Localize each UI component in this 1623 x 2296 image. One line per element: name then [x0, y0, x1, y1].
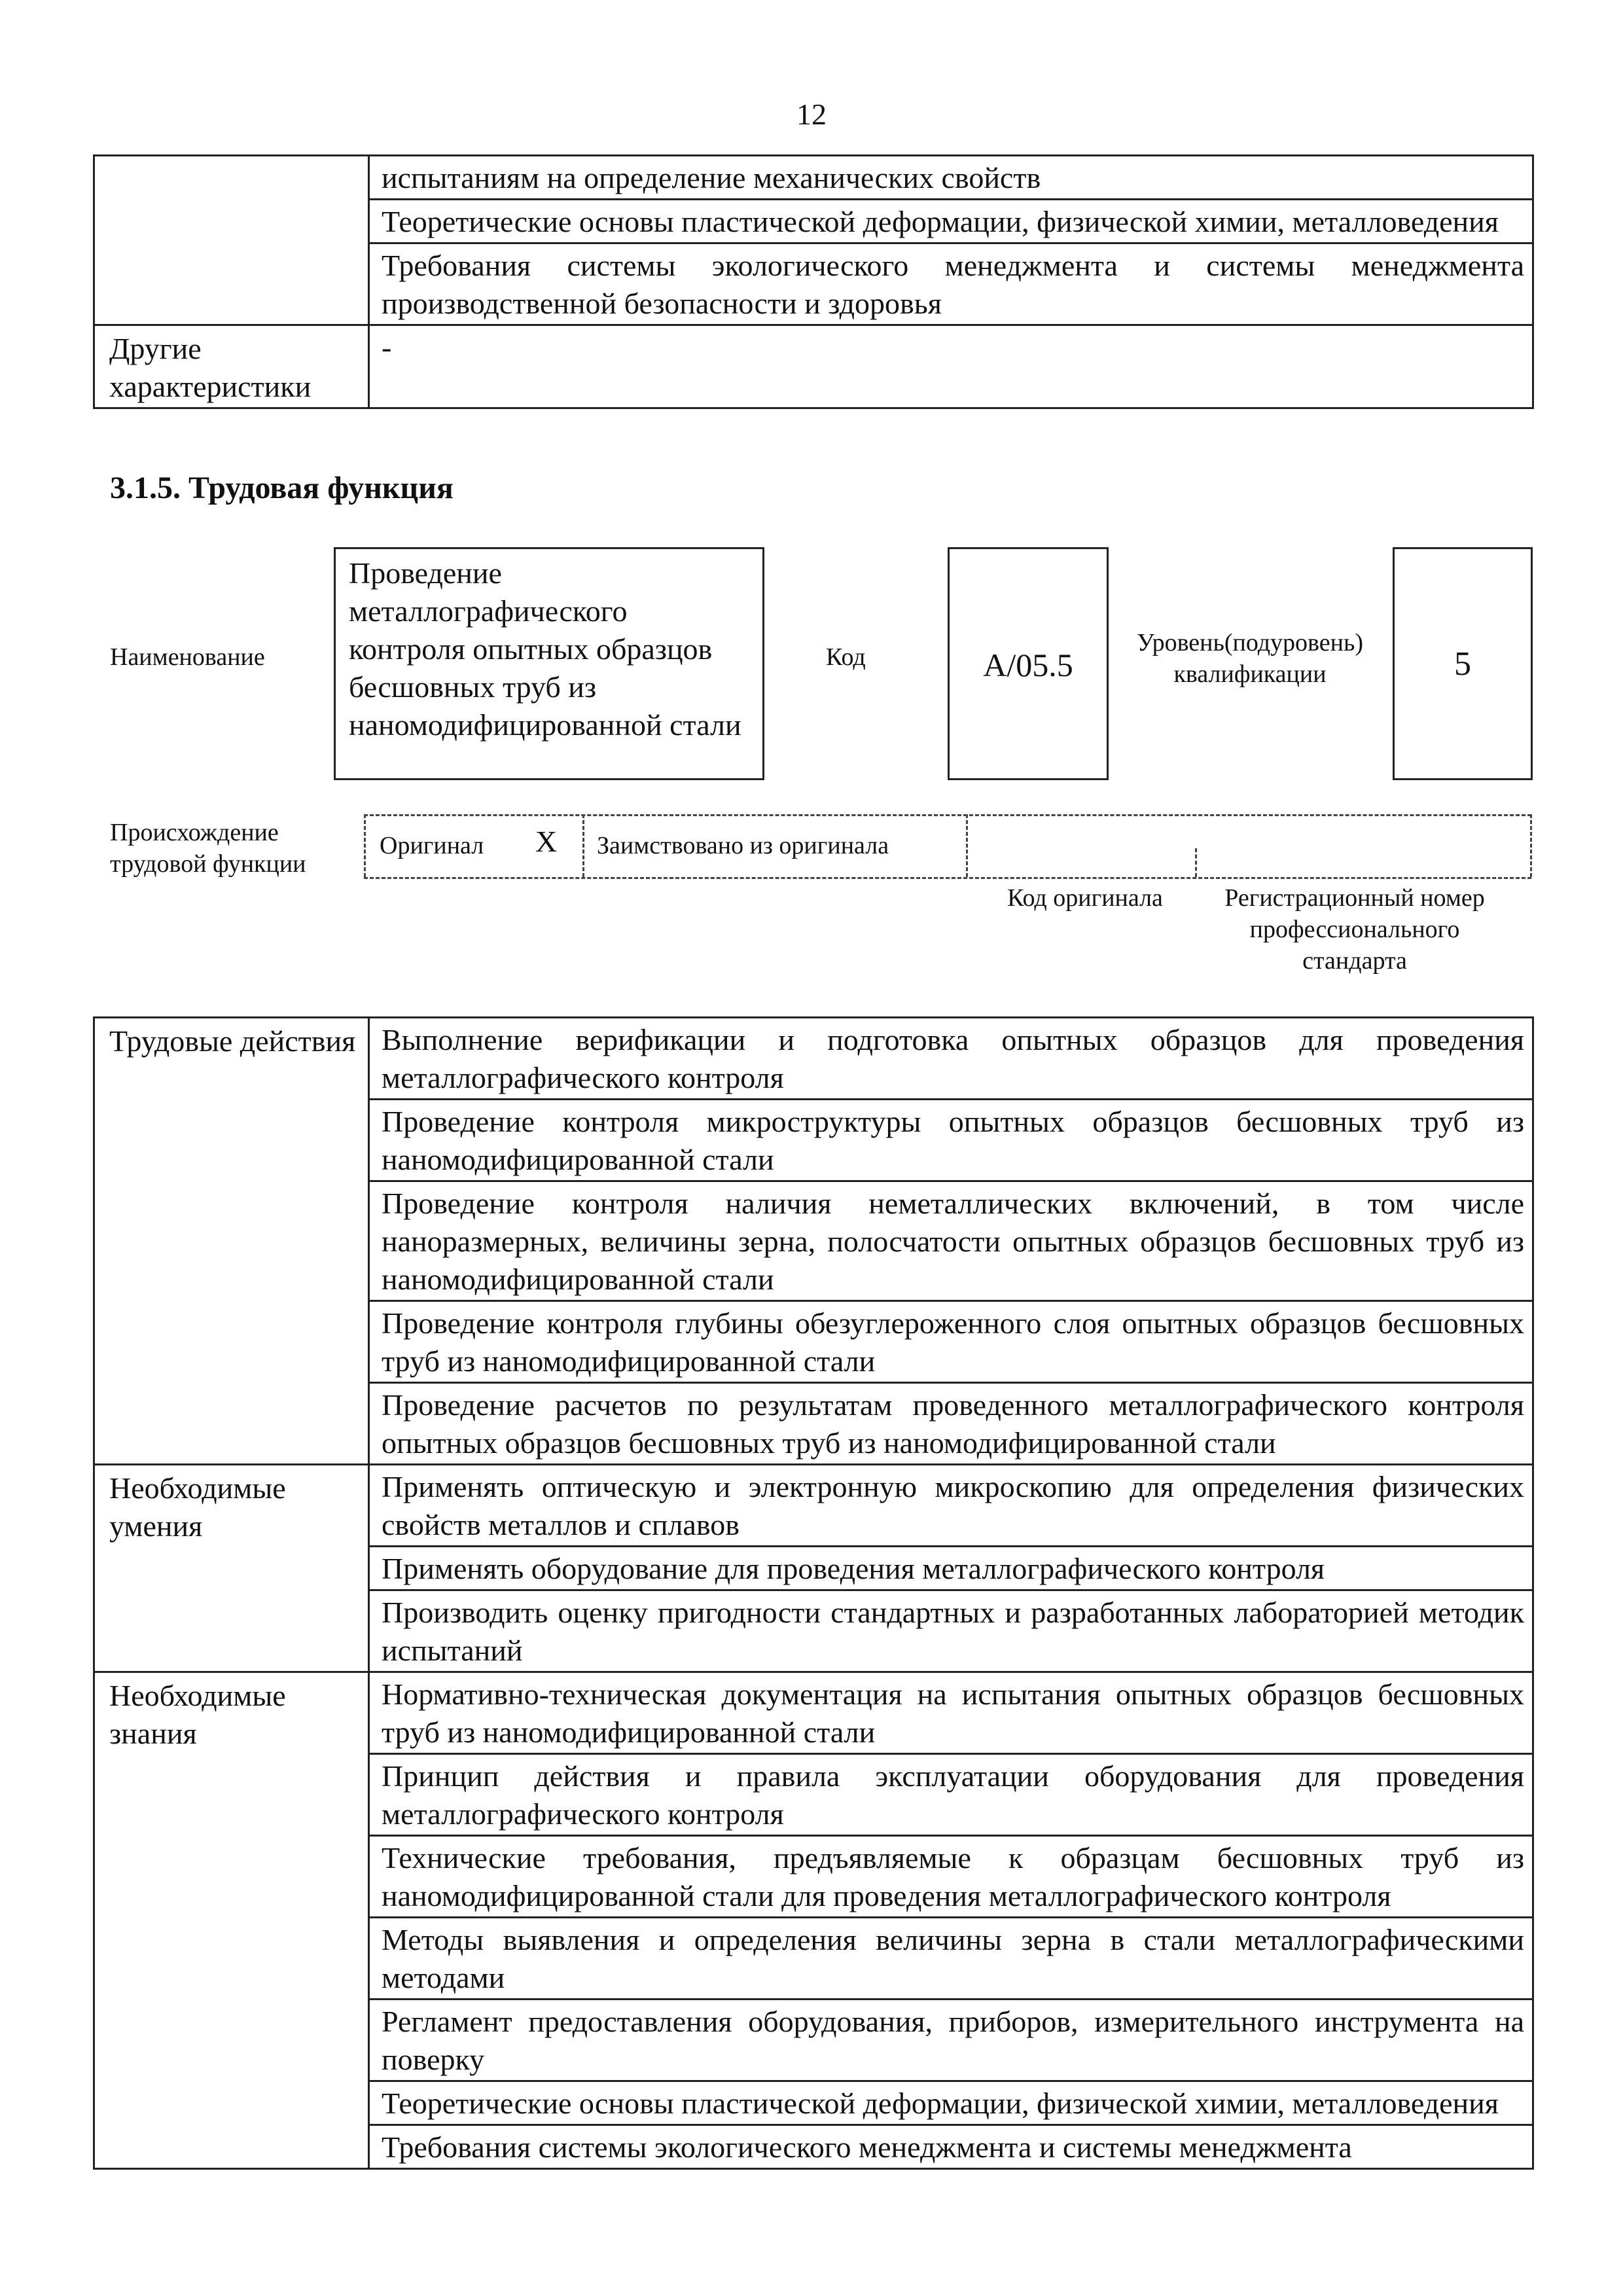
origin-label: Происхождение трудовой функции — [110, 819, 306, 878]
origin-border — [582, 814, 584, 877]
section-title: 3.1.5. Трудовая функция — [110, 471, 454, 505]
row-content: Выполнение верификации и подготовка опытных образцов для проведения металлографического контроля — [369, 1018, 1533, 1100]
row-label — [94, 156, 369, 325]
row-content: Регламент предоставления оборудования, приборов, измерительного инструмента на поверку — [369, 2000, 1533, 2081]
row-content: Теоретические основы пластической деформации, физической химии, металловедения — [369, 200, 1533, 243]
row-content: испытаниям на определение механических свойств — [369, 156, 1533, 200]
row-content: - — [369, 325, 1533, 408]
name-label: Наименование — [110, 643, 265, 671]
origin-original: Оригинал — [380, 832, 484, 859]
origin-border — [1195, 848, 1197, 877]
origin-mark: X — [535, 825, 558, 858]
level-value: 5 — [1454, 645, 1471, 683]
page-number: 12 — [796, 98, 827, 131]
origin-reg-label: Регистрационный номер профессионального стандарта — [1224, 884, 1485, 975]
row-content: Требования системы экологического менеджмента и системы менеджмента — [369, 2125, 1533, 2169]
row-content: Производить оценку пригодности стандартных и разработанных лабораторией методик испытаний — [369, 1590, 1533, 1672]
function-table — [93, 1016, 1534, 2170]
origin-top-border — [364, 814, 1531, 816]
row-content: Применять оборудование для проведения металлографического контроля — [369, 1547, 1533, 1590]
code-value: А/05.5 — [983, 647, 1073, 683]
row-content: Проведение контроля глубины обезуглероженного слоя опытных образцов бесшовных труб из наномодифицированной стали — [369, 1301, 1533, 1383]
continuation-table — [93, 154, 1534, 409]
row-content: Проведение расчетов по результатам проведенного металлографического контроля опытных образцов бесшовных труб из наномодифицированной стали — [369, 1383, 1533, 1465]
origin-border — [364, 814, 366, 877]
row-content: Применять оптическую и электронную микроскопию для определения физических свойств металлов и сплавов — [369, 1465, 1533, 1547]
code-label: Код — [826, 643, 866, 671]
group-label: Трудовые действия — [94, 1018, 369, 1465]
level-label: Уровень(подуровень) квалификации — [1137, 629, 1363, 688]
table-row — [94, 325, 1533, 408]
row-content: Методы выявления и определения величины зерна в стали металлографическими методами — [369, 1918, 1533, 2000]
level-box — [1393, 547, 1533, 780]
origin-code-label: Код оригинала — [1007, 884, 1163, 912]
group-label: Необходимые знания — [94, 1672, 369, 2169]
table-row — [94, 156, 1533, 200]
row-content: Нормативно-техническая документация на испытания опытных образцов бесшовных труб из наномодифицированной стали — [369, 1672, 1533, 1754]
origin-borrowed: Заимствовано из оригинала — [597, 832, 889, 859]
row-content: Технические требования, предъявляемые к образцам бесшовных труб из наномодифицированной стали для проведения металлографического контроля — [369, 1836, 1533, 1918]
group-label: Необходимые умения — [94, 1465, 369, 1672]
table-row — [94, 1018, 1533, 1100]
code-box — [948, 547, 1109, 780]
row-content: Проведение контроля микроструктуры опытных образцов бесшовных труб из наномодифицированной стали — [369, 1100, 1533, 1181]
row-content: Проведение контроля наличия неметаллических включений, в том числе наноразмерных, величины зерна, полосчатости опытных образцов бесшовных труб из наномодифицированной стали — [369, 1181, 1533, 1301]
row-content: Теоретические основы пластической деформации, физической химии, металловедения — [369, 2081, 1533, 2125]
table-row — [94, 1672, 1533, 1754]
origin-bottom-border — [364, 877, 1531, 879]
row-content: Требования системы экологического менеджмента и системы менеджмента производственной безопасности и здоровья — [369, 243, 1533, 325]
row-label: Другие характеристики — [94, 325, 369, 408]
row-content: Принцип действия и правила эксплуатации оборудования для проведения металлографического контроля — [369, 1754, 1533, 1836]
origin-border — [966, 814, 968, 877]
table-row — [94, 1465, 1533, 1547]
name-box: Проведение металлографического контроля опытных образцов бесшовных труб из наномодифицированной стали — [334, 547, 764, 780]
origin-border — [1530, 814, 1532, 877]
